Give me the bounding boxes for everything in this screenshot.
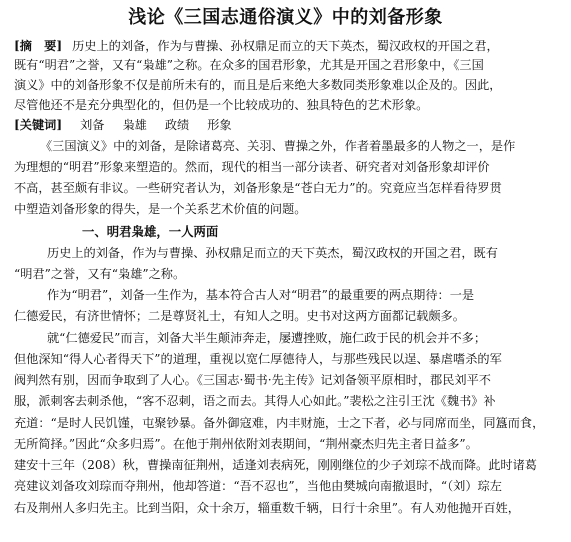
keyword: 刘备 xyxy=(80,118,105,132)
abstract-text: 历史上的刘备，作为与曹操、孙权鼎足而立的天下英杰，蜀汉政权的开国之君， xyxy=(72,39,499,53)
body-line: 就“仁德爱民”而言，刘备大半生颠沛奔走，屡遭挫败，施仁政于民的机会并不多； xyxy=(47,331,487,345)
body-line: 无所简择。”因此“众多归焉”。在他于荆州依附刘表期间，“荆州豪杰归先主者日益多”。 xyxy=(14,437,478,451)
keyword: 形象 xyxy=(207,118,232,132)
keywords-label: [关键词] xyxy=(14,118,63,132)
keywords-line xyxy=(14,117,566,134)
intro-line-2: 为理想的“明君”形象来塑造的。然而，现代的相当一部分读者、研究者对刘备形象却评价 xyxy=(14,160,490,174)
body-line: 历史上的刘备，作为与曹操、孙权鼎足而立的天下英杰，蜀汉政权的开国之君，既有 xyxy=(47,246,498,260)
keyword: 政绩 xyxy=(164,118,190,132)
body-line: “明君”之誉，又有“枭雄”之称。 xyxy=(14,267,186,281)
abstract-line-3: 演义》中的刘备形象不仅是前所未有的，而且是后来绝大多数同类形象难以企及的。因此， xyxy=(14,78,502,92)
paper-title: 浅论《三国志通俗演义》中的刘备形象 xyxy=(128,7,443,28)
body-line: 但他深知“得人心者得天下”的道理，重视以宽仁厚德待人，与那些残民以逞、暴虐嗜杀的军 xyxy=(14,352,502,366)
body-line: 服，派刺客去刺杀他，“客不忍刺，语之而去。其得人心如此。”裴松之注引王沈《魏书》补 xyxy=(14,394,496,408)
keyword: 枭雄 xyxy=(122,118,147,132)
intro-line-3: 不高，甚至颇有非议。一些研究者认为，刘备形象是“苍白无力”的。究竟应当怎样看待罗贯 xyxy=(14,181,502,195)
body-line: 充道：“是时人民饥馑，屯聚钞暴。备外御寇难，内丰财施，士之下者，必与同席而坐，同簋而食， xyxy=(14,416,545,430)
body-line: 亮建议刘备攻刘琮而夺荆州，他却答道：“吾不忍也”，当他由樊城向南撤退时，“（刘）琮左 xyxy=(14,479,502,493)
body-line: 右及荆州人多归先主。比到当阳，众十余万，辎重数千辆，日行十余里”。有人劝他抛开百姓， xyxy=(14,501,520,515)
body-line: 仁德爱民，有济世情怀；二是尊贤礼士，有知人之明。史书对这两方面都记载颇多。 xyxy=(14,309,465,323)
body-line: 作为“明君”，刘备一生作为，基本符合古人对“明君”的最重要的两点期待：一是 xyxy=(47,288,475,302)
abstract-label: [摘 要] xyxy=(14,39,63,53)
section-heading: 一、明君枭雄，一人两面 xyxy=(82,224,219,239)
abstract-line-2: 既有“明君”之誉，又有“枭雄”之称。在众多的国君形象，尤其是开国之君形象中，《三国 xyxy=(14,58,484,72)
body-line: 建安十三年（208）秋，曹操南征荆州，适逢刘表病死，刚刚继位的少子刘琮不战而降。此时诸葛 xyxy=(14,458,537,472)
abstract-line-4: 尽管他还不是充分典型化的，但仍是一个比较成功的、独具特色的艺术形象。 xyxy=(14,98,429,112)
body-line: 阀判然有别，因而争取到了人心。《三国志·蜀书·先主传》记刘备领平原相时，郡民刘平不 xyxy=(14,373,491,387)
abstract-line-1 xyxy=(14,38,566,55)
intro-line-4: 中塑造刘备形象的得失，是一个关系艺术价值的问题。 xyxy=(14,202,307,216)
intro-line-1: 《三国演义》中的刘备，是除诸葛亮、关羽、曹操之外，作者着墨最多的人物之一，是作 xyxy=(40,139,516,153)
